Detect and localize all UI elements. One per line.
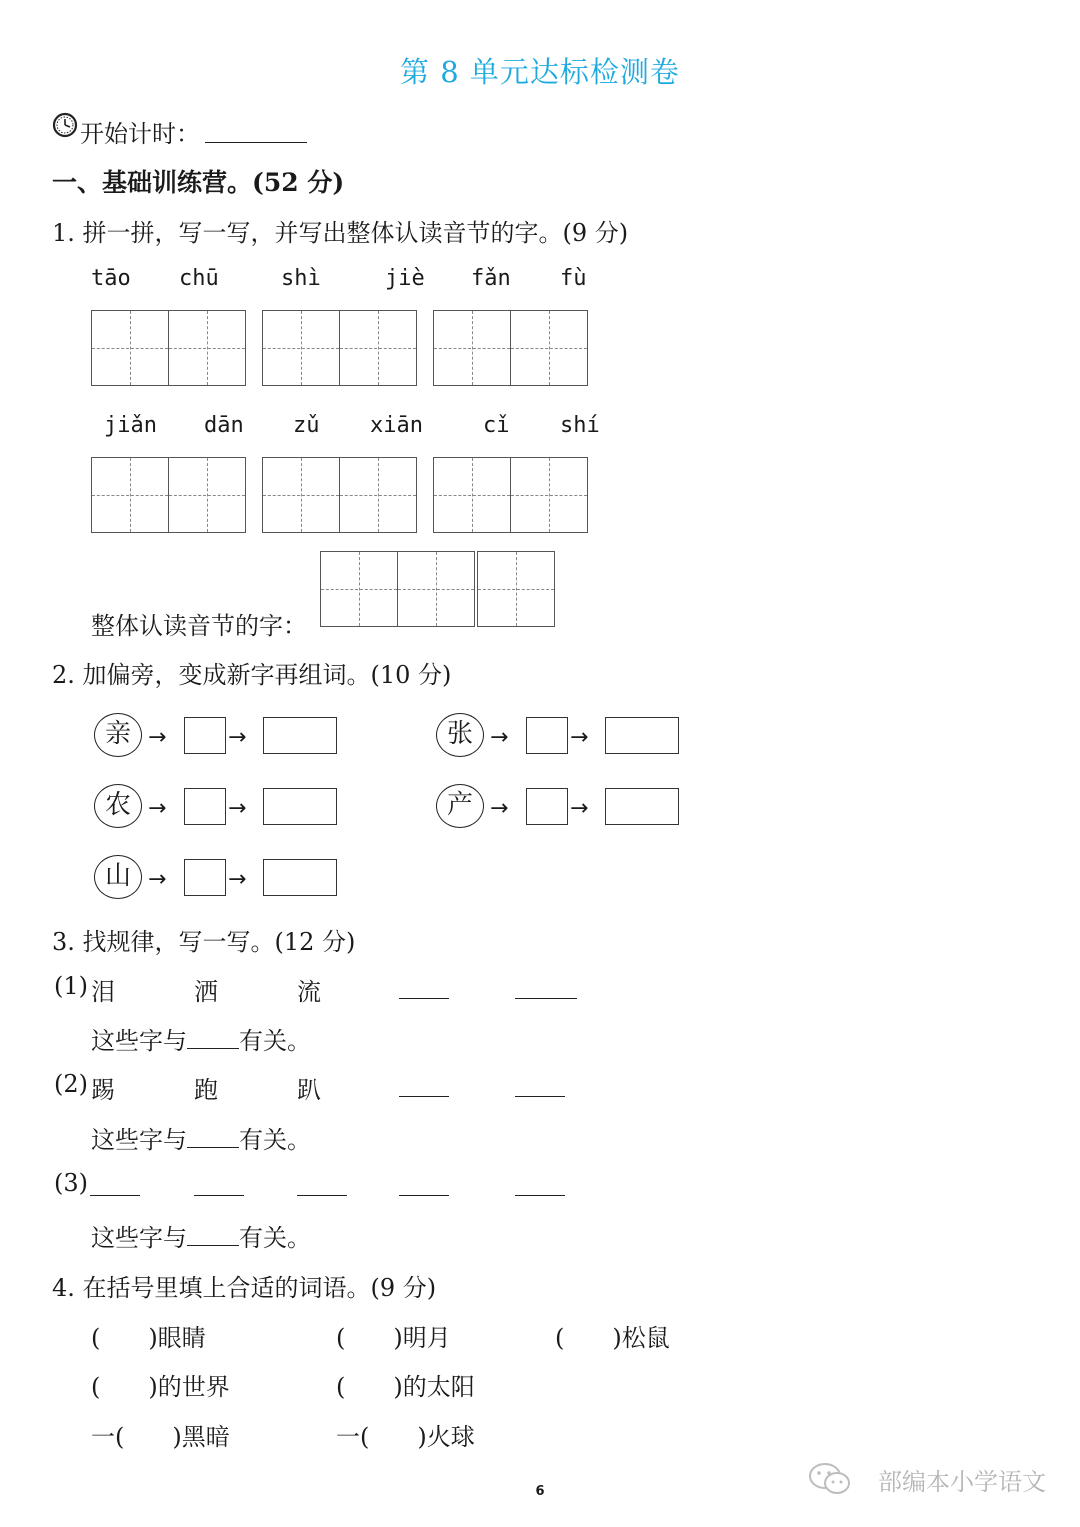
writing-grid[interactable]: [320, 551, 475, 627]
pinyin: chū: [179, 266, 219, 291]
fill-item[interactable]: ( )眼睛: [91, 1324, 206, 1352]
arrow-icon: →: [228, 796, 247, 821]
fill-blank[interactable]: [515, 1171, 565, 1196]
relation-sentence: [91, 1120, 311, 1155]
timer-blank[interactable]: [205, 118, 307, 143]
relation-text: 这些字与: [91, 1224, 187, 1252]
relation-sentence: [91, 1021, 311, 1056]
answer-box[interactable]: [184, 788, 226, 825]
arrow-icon: →: [148, 867, 167, 892]
pattern-char: 踢: [91, 1076, 115, 1104]
fill-item[interactable]: ( )明月: [336, 1324, 451, 1352]
answer-box[interactable]: [526, 717, 568, 754]
wechat-icon: [808, 1462, 852, 1496]
relation-sentence: [91, 1218, 311, 1253]
pinyin: tāo: [91, 266, 131, 291]
pinyin: zǔ: [293, 413, 320, 438]
page-title: 第 8 单元达标检测卷: [400, 55, 680, 89]
fill-blank[interactable]: [399, 974, 449, 999]
answer-box[interactable]: [184, 859, 226, 896]
fill-blank[interactable]: [515, 974, 577, 999]
fill-item[interactable]: 一( )火球: [336, 1423, 475, 1451]
arrow-icon: →: [490, 796, 509, 821]
pinyin: jiè: [385, 266, 425, 291]
pinyin: xiān: [370, 413, 423, 438]
timer-label: 开始计时：: [80, 120, 200, 148]
radical-circle: 亲: [94, 713, 142, 757]
answer-box[interactable]: [263, 717, 337, 754]
relation-text: 这些字与: [91, 1126, 187, 1154]
fill-blank[interactable]: [90, 1171, 140, 1196]
writing-grid[interactable]: [91, 310, 246, 386]
arrow-icon: →: [570, 725, 589, 750]
pattern-char: 洒: [194, 978, 218, 1006]
fill-blank[interactable]: [194, 1171, 244, 1196]
relation-text: 有关。: [239, 1126, 311, 1154]
whole-syllable-label: 整体认读音节的字：: [91, 612, 307, 640]
answer-box[interactable]: [263, 859, 337, 896]
pinyin: dān: [204, 413, 244, 438]
radical-circle: 产: [436, 784, 484, 828]
arrow-icon: →: [228, 725, 247, 750]
watermark: 部编本小学语文: [878, 1468, 1046, 1496]
section-heading: 一、基础训练营。(52 分): [52, 168, 345, 197]
pattern-char: 跑: [194, 1076, 218, 1104]
question-2-prompt: 2. 加偏旁，变成新字再组词。(10 分): [52, 661, 452, 689]
writing-grid[interactable]: [433, 310, 588, 386]
fill-blank[interactable]: [297, 1171, 347, 1196]
answer-box[interactable]: [526, 788, 568, 825]
relation-text: 有关。: [239, 1027, 311, 1055]
relation-text: 有关。: [239, 1224, 311, 1252]
writing-grid[interactable]: [262, 457, 417, 533]
sub-label: (1): [54, 972, 88, 1000]
sub-label: (3): [54, 1169, 88, 1197]
arrow-icon: →: [148, 725, 167, 750]
answer-box[interactable]: [605, 717, 679, 754]
pattern-char: 趴: [297, 1076, 321, 1104]
fill-blank[interactable]: [187, 1024, 239, 1049]
fill-item[interactable]: ( )的太阳: [336, 1373, 475, 1401]
pinyin: shí: [560, 413, 600, 438]
radical-circle: 农: [94, 784, 142, 828]
answer-box[interactable]: [184, 717, 226, 754]
clock-icon: [52, 112, 78, 138]
question-1-prompt: 1. 拼一拼，写一写，并写出整体认读音节的字。(9 分): [52, 219, 629, 247]
question-4-prompt: 4. 在括号里填上合适的词语。(9 分): [52, 1274, 437, 1302]
fill-blank[interactable]: [399, 1072, 449, 1097]
arrow-icon: →: [148, 796, 167, 821]
writing-grid[interactable]: [477, 551, 555, 627]
arrow-icon: →: [570, 796, 589, 821]
radical-circle: 张: [436, 713, 484, 757]
pattern-char: 流: [297, 978, 321, 1006]
fill-item[interactable]: 一( )黑暗: [91, 1423, 230, 1451]
writing-grid[interactable]: [262, 310, 417, 386]
answer-box[interactable]: [263, 788, 337, 825]
answer-box[interactable]: [605, 788, 679, 825]
pinyin: fù: [560, 266, 587, 291]
sub-label: (2): [54, 1070, 88, 1098]
arrow-icon: →: [490, 725, 509, 750]
fill-item[interactable]: ( )松鼠: [555, 1324, 670, 1352]
radical-circle: 山: [94, 855, 142, 899]
page-number: 6: [535, 1484, 545, 1499]
relation-text: 这些字与: [91, 1027, 187, 1055]
fill-item[interactable]: ( )的世界: [91, 1373, 230, 1401]
pinyin: jiǎn: [104, 413, 157, 438]
question-3-prompt: 3. 找规律，写一写。(12 分): [52, 928, 356, 956]
arrow-icon: →: [228, 867, 247, 892]
writing-grid[interactable]: [433, 457, 588, 533]
writing-grid[interactable]: [91, 457, 246, 533]
pattern-char: 泪: [91, 978, 115, 1006]
pinyin: cǐ: [483, 413, 510, 438]
fill-blank[interactable]: [399, 1171, 449, 1196]
pinyin: shì: [281, 266, 321, 291]
fill-blank[interactable]: [187, 1123, 239, 1148]
pinyin: fǎn: [471, 266, 511, 291]
fill-blank[interactable]: [515, 1072, 565, 1097]
fill-blank[interactable]: [187, 1221, 239, 1246]
